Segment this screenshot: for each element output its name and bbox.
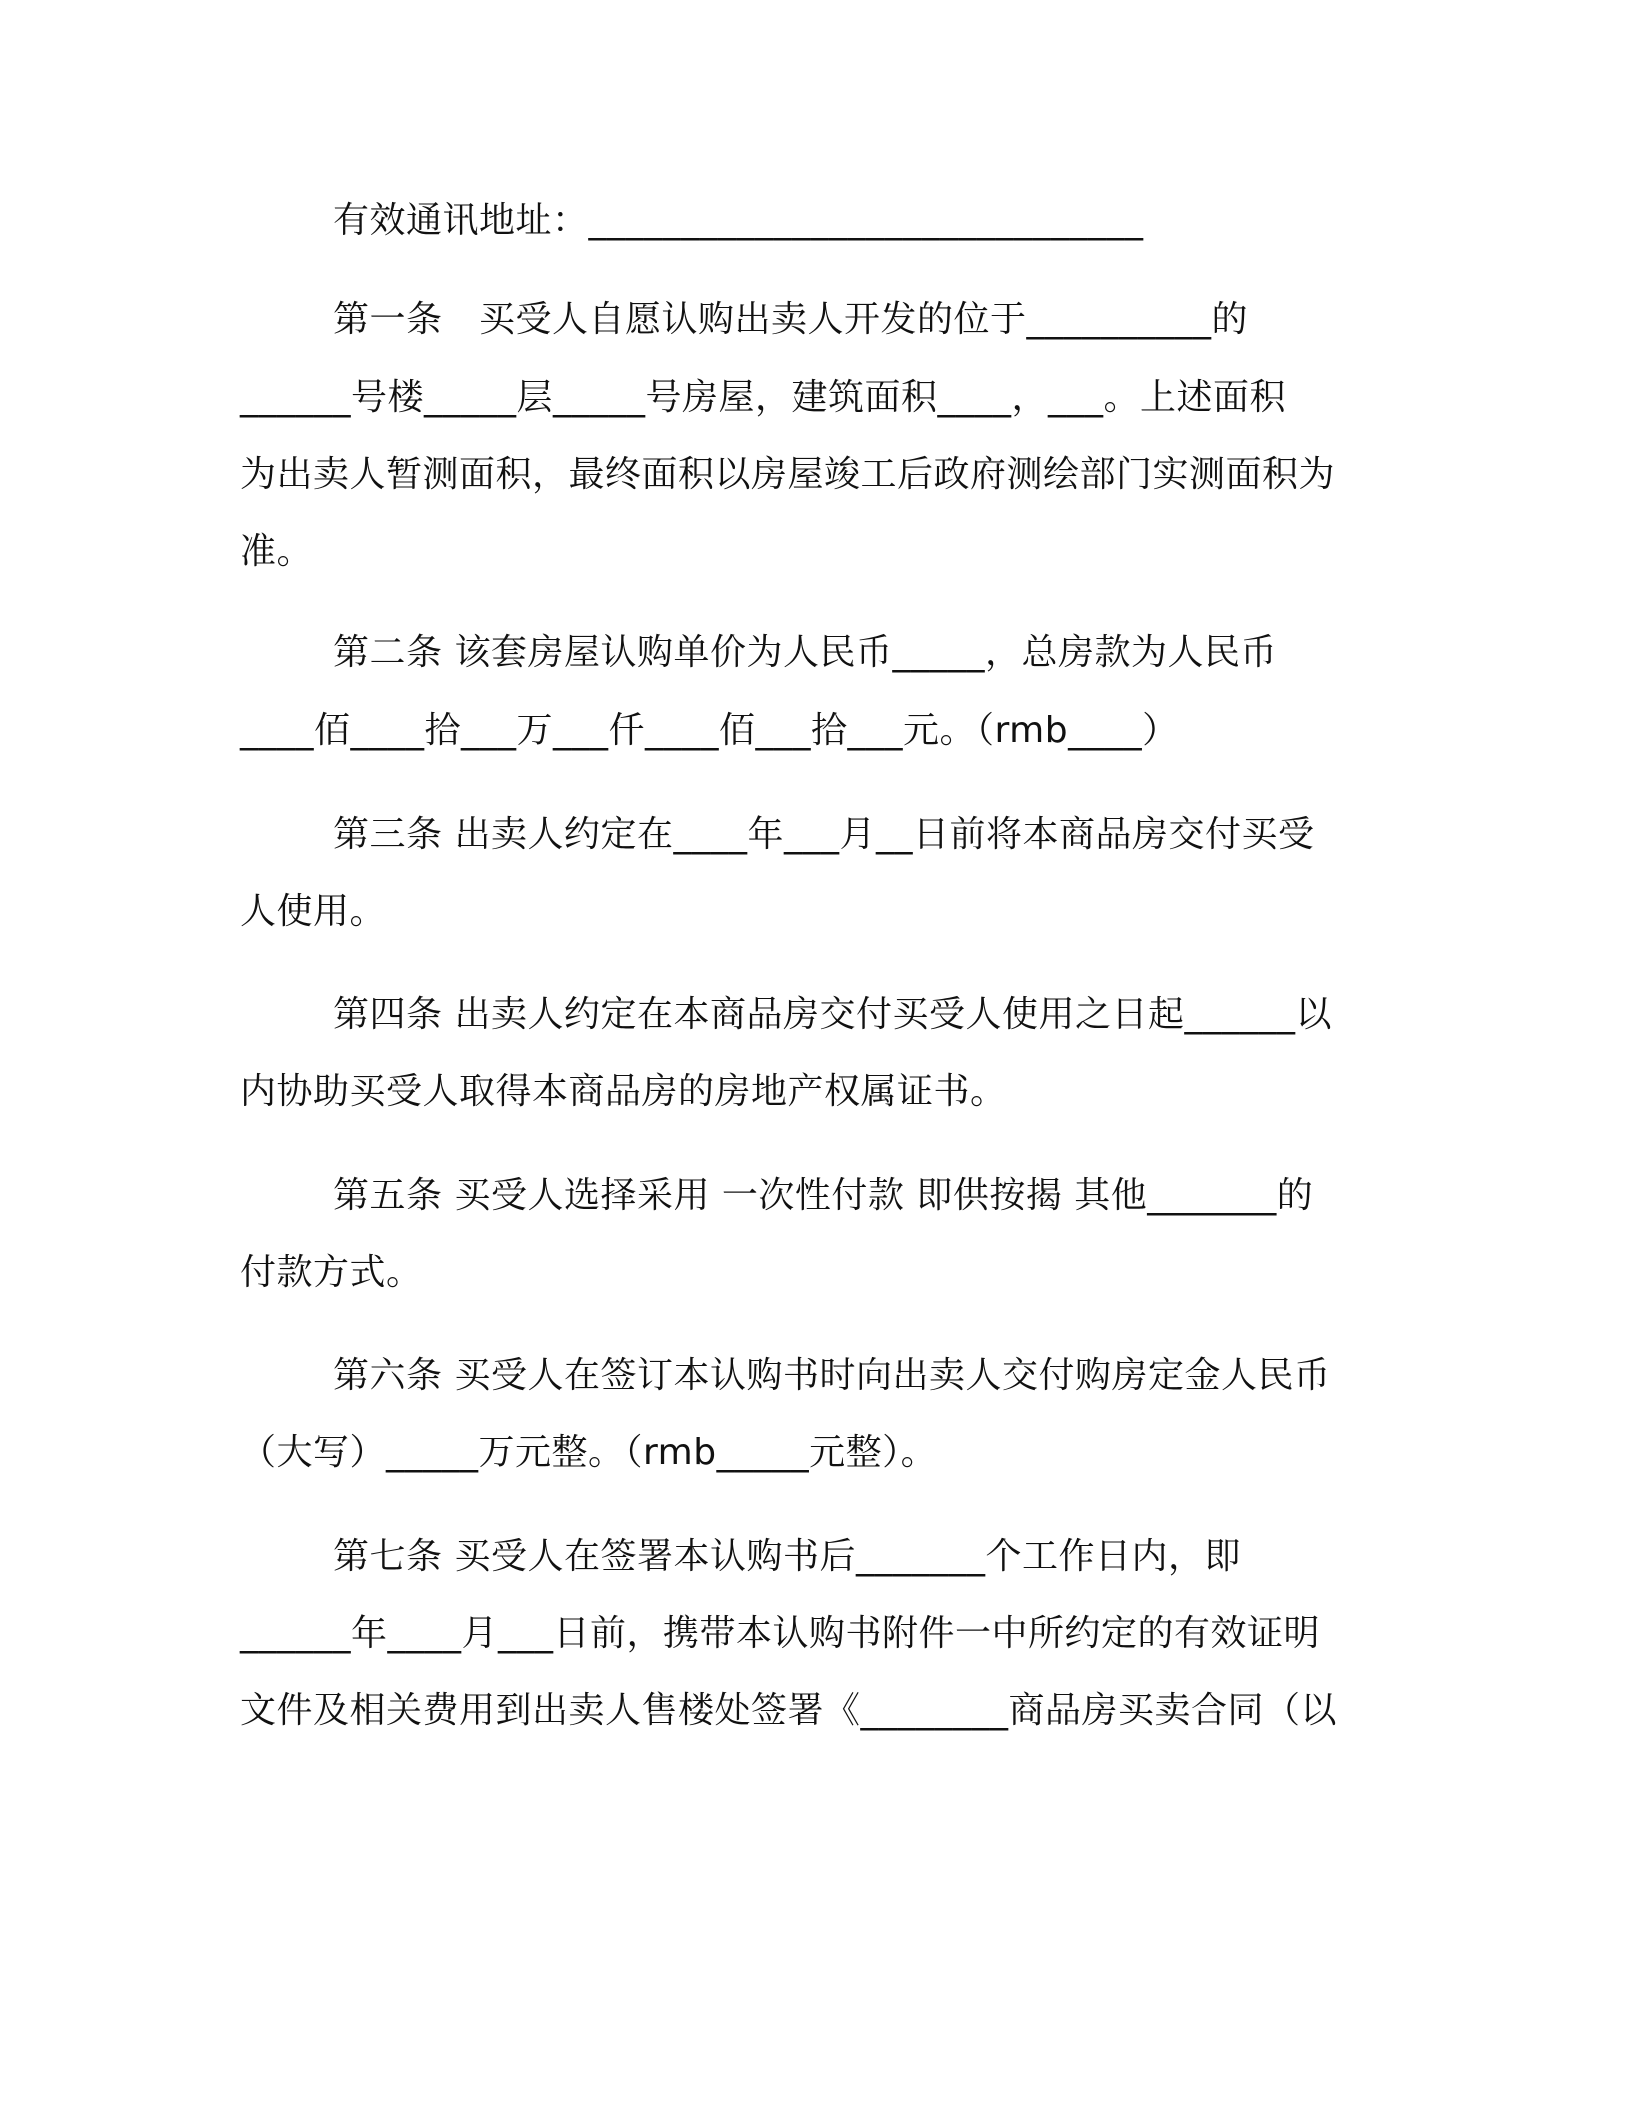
article-1-line-3: 为出卖人暂测面积，最终面积以房屋竣工后政府测绘部门实测面积为 [240, 454, 1336, 495]
article-3-line-1: 第三条 出卖人约定在____年___月__日前将本商品房交付买受 [333, 814, 1315, 855]
article-5-line-1: 第五条 买受人选择采用 一次性付款 即供按揭 其他_______的 [333, 1175, 1314, 1216]
article-5-line-2: 付款方式。 [240, 1252, 423, 1293]
article-7-line-1: 第七条 买受人在签署本认购书后_______个工作日内，即 [333, 1536, 1241, 1577]
article-6-line-1: 第六条 买受人在签订本认购书时向出卖人交付购房定金人民币 [333, 1355, 1331, 1396]
address-line: 有效通讯地址：______________________________ [333, 200, 1144, 241]
article-1-line-4: 准。 [240, 531, 314, 572]
article-6-line-2: （大写）_____万元整。（rmb_____元整）。 [240, 1432, 938, 1473]
article-4-line-2: 内协助买受人取得本商品房的房地产权属证书。 [240, 1071, 1007, 1112]
article-2-line-2: ____佰____拾___万___仟____佰___拾___元。（rmb____） [240, 710, 1179, 751]
article-2-line-1: 第二条 该套房屋认购单价为人民币_____，总房款为人民币 [333, 632, 1277, 673]
article-3-line-2: 人使用。 [240, 891, 387, 932]
article-7-line-3: 文件及相关费用到出卖人售楼处签署《________商品房买卖合同（以 [240, 1690, 1338, 1731]
article-1-line-1: 第一条 买受人自愿认购出卖人开发的位于__________的 [333, 299, 1249, 340]
article-1-line-2: ______号楼_____层_____号房屋，建筑面积____，___。上述面积 [240, 377, 1287, 418]
article-4-line-1: 第四条 出卖人约定在本商品房交付买受人使用之日起______以 [333, 994, 1332, 1035]
article-7-line-2: ______年____月___日前，携带本认购书附件一中所约定的有效证明 [240, 1613, 1321, 1654]
